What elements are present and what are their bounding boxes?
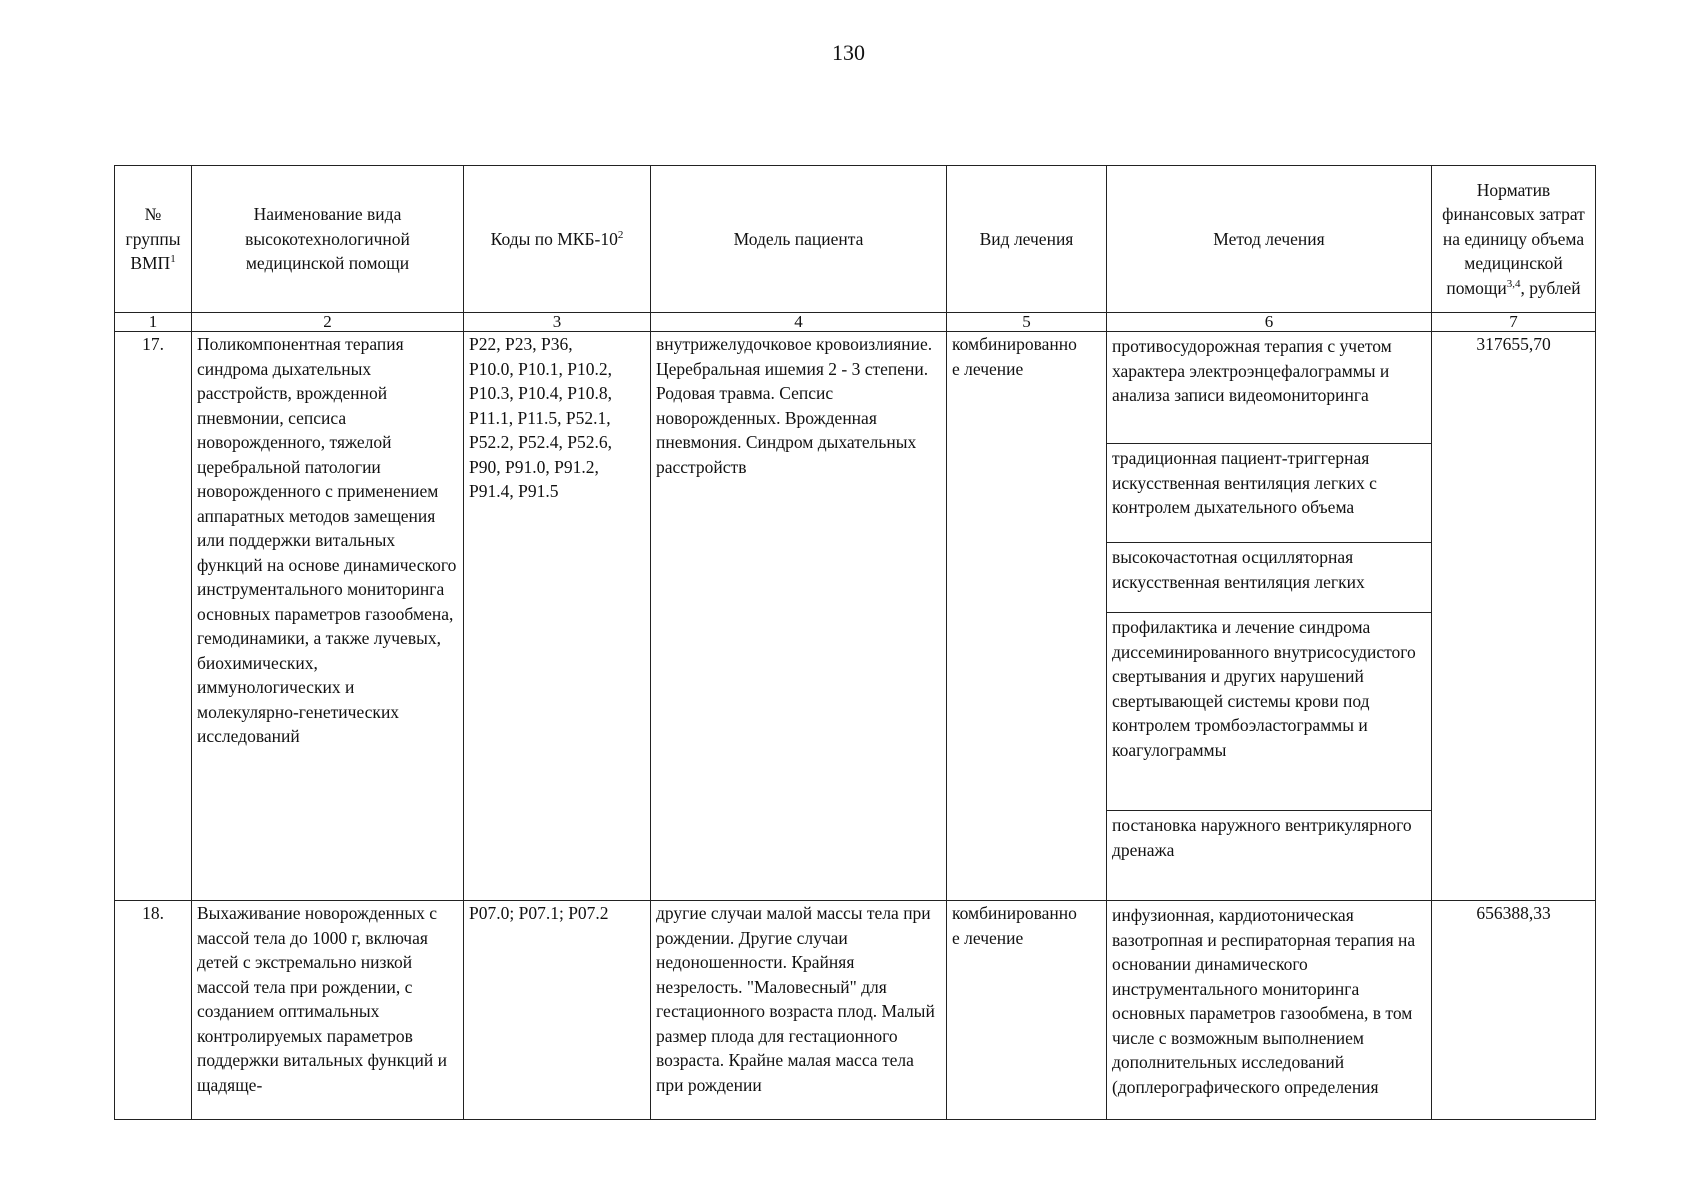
group-number: 17. <box>115 332 192 901</box>
header-patient-model: Модель пациента <box>651 166 947 313</box>
treatment-type: комбинированно е лечение <box>947 901 1107 1120</box>
column-number: 2 <box>192 313 464 332</box>
page-number: 130 <box>832 40 865 65</box>
table-row <box>115 901 1596 1120</box>
icd-codes: P07.0; P07.1; P07.2 <box>464 901 651 1120</box>
column-number: 3 <box>464 313 651 332</box>
treatment-method: постановка наружного вентрикулярного дренажа <box>1112 815 1412 860</box>
vmp-table <box>114 165 1596 1120</box>
header-group-number: № группы ВМП$^1$ <box>115 166 192 313</box>
cost-norm: 656388,33 <box>1432 901 1596 1120</box>
treatment-method: традиционная пациент-триггерная искусственная вентиляция легких с контролем дыхательного объема <box>1107 444 1431 543</box>
icd-codes: P22, P23, P36, P10.0, P10.1, P10.2, P10.3, P10.4, P10.8, P11.1, P11.5, P52.1, P52.2, P52.4, P52.6, P90, P91.0, P91.2, P91.4, P91.5 <box>464 332 651 901</box>
cost-norm: 317655,70 <box>1432 332 1596 901</box>
treatment-method: противосудорожная терапия с учетом характера электроэнцефалограммы и анализа записи видеомониторинга <box>1107 332 1431 444</box>
header-treatment-method: Метод лечения <box>1107 166 1432 313</box>
column-number: 5 <box>947 313 1107 332</box>
treatment-type: комбинированно е лечение <box>947 332 1107 901</box>
treatment-methods <box>1107 901 1432 1120</box>
treatment-methods <box>1107 332 1432 901</box>
table-row <box>115 332 1596 901</box>
column-number: 1 <box>115 313 192 332</box>
column-number: 6 <box>1107 313 1432 332</box>
treatment-method: инфузионная, кардиотоническая вазотропная и респираторная терапия на основании динамического инструментального мониторинга основных параметров газообмена, в том числе с возможным выполнением дополнительных исследований (доплерографического определения <box>1112 905 1416 1097</box>
patient-model: другие случаи малой массы тела при рождении. Другие случаи недоношенности. Крайняя незрелость. "Маловесный" для гестационного возраста плод. Малый размер плода для гестационного возраста. Крайне малая масса тела при рождении <box>651 901 947 1120</box>
group-number: 18. <box>115 901 192 1120</box>
column-number-row <box>115 313 1596 332</box>
care-type-name: Выхаживание новорожденных с массой тела до 1000 г, включая детей с экстремально низкой массой тела при рождении, с созданием оптимальных контролируемых параметров поддержки витальных функций и щадяще- <box>192 901 464 1120</box>
column-number: 7 <box>1432 313 1596 332</box>
header-icd-codes: Коды по МКБ-$10^2$ <box>464 166 651 313</box>
patient-model: внутрижелудочковое кровоизлияние. Церебральная ишемия 2 - 3 степени. Родовая травма. Сепсис новорожденных. Врожденная пневмония. Синдром дыхательных расстройств <box>651 332 947 901</box>
header-care-type-name: Наименование вида высокотехнологичной медицинской помощи <box>192 166 464 313</box>
treatment-method: профилактика и лечение синдрома диссеминированного внутрисосудистого свертывания и других нарушений свертывающей системы крови под контролем тромбоэластограммы и коагулограммы <box>1107 613 1431 811</box>
treatment-method: высокочастотная осцилляторная искусственная вентиляция легких <box>1107 543 1431 613</box>
column-number: 4 <box>651 313 947 332</box>
header-treatment-type: Вид лечения <box>947 166 1107 313</box>
care-type-name: Поликомпонентная терапия синдрома дыхательных расстройств, врожденной пневмонии, сепсиса новорожденного, тяжелой церебральной патологии новорожденного с применением аппаратных методов замещения или поддержки витальных функций на основе динамического инструментального мониторинга основных параметров газообмена, гемодинамики, а также лучевых, биохимических, иммунологических и молекулярно-генетических исследований <box>192 332 464 901</box>
header-cost-norm: Норматив финансовых затрат на единицу объема медицинской помощи$^{3,4}$, рублей <box>1432 166 1596 313</box>
header-row <box>115 166 1596 313</box>
